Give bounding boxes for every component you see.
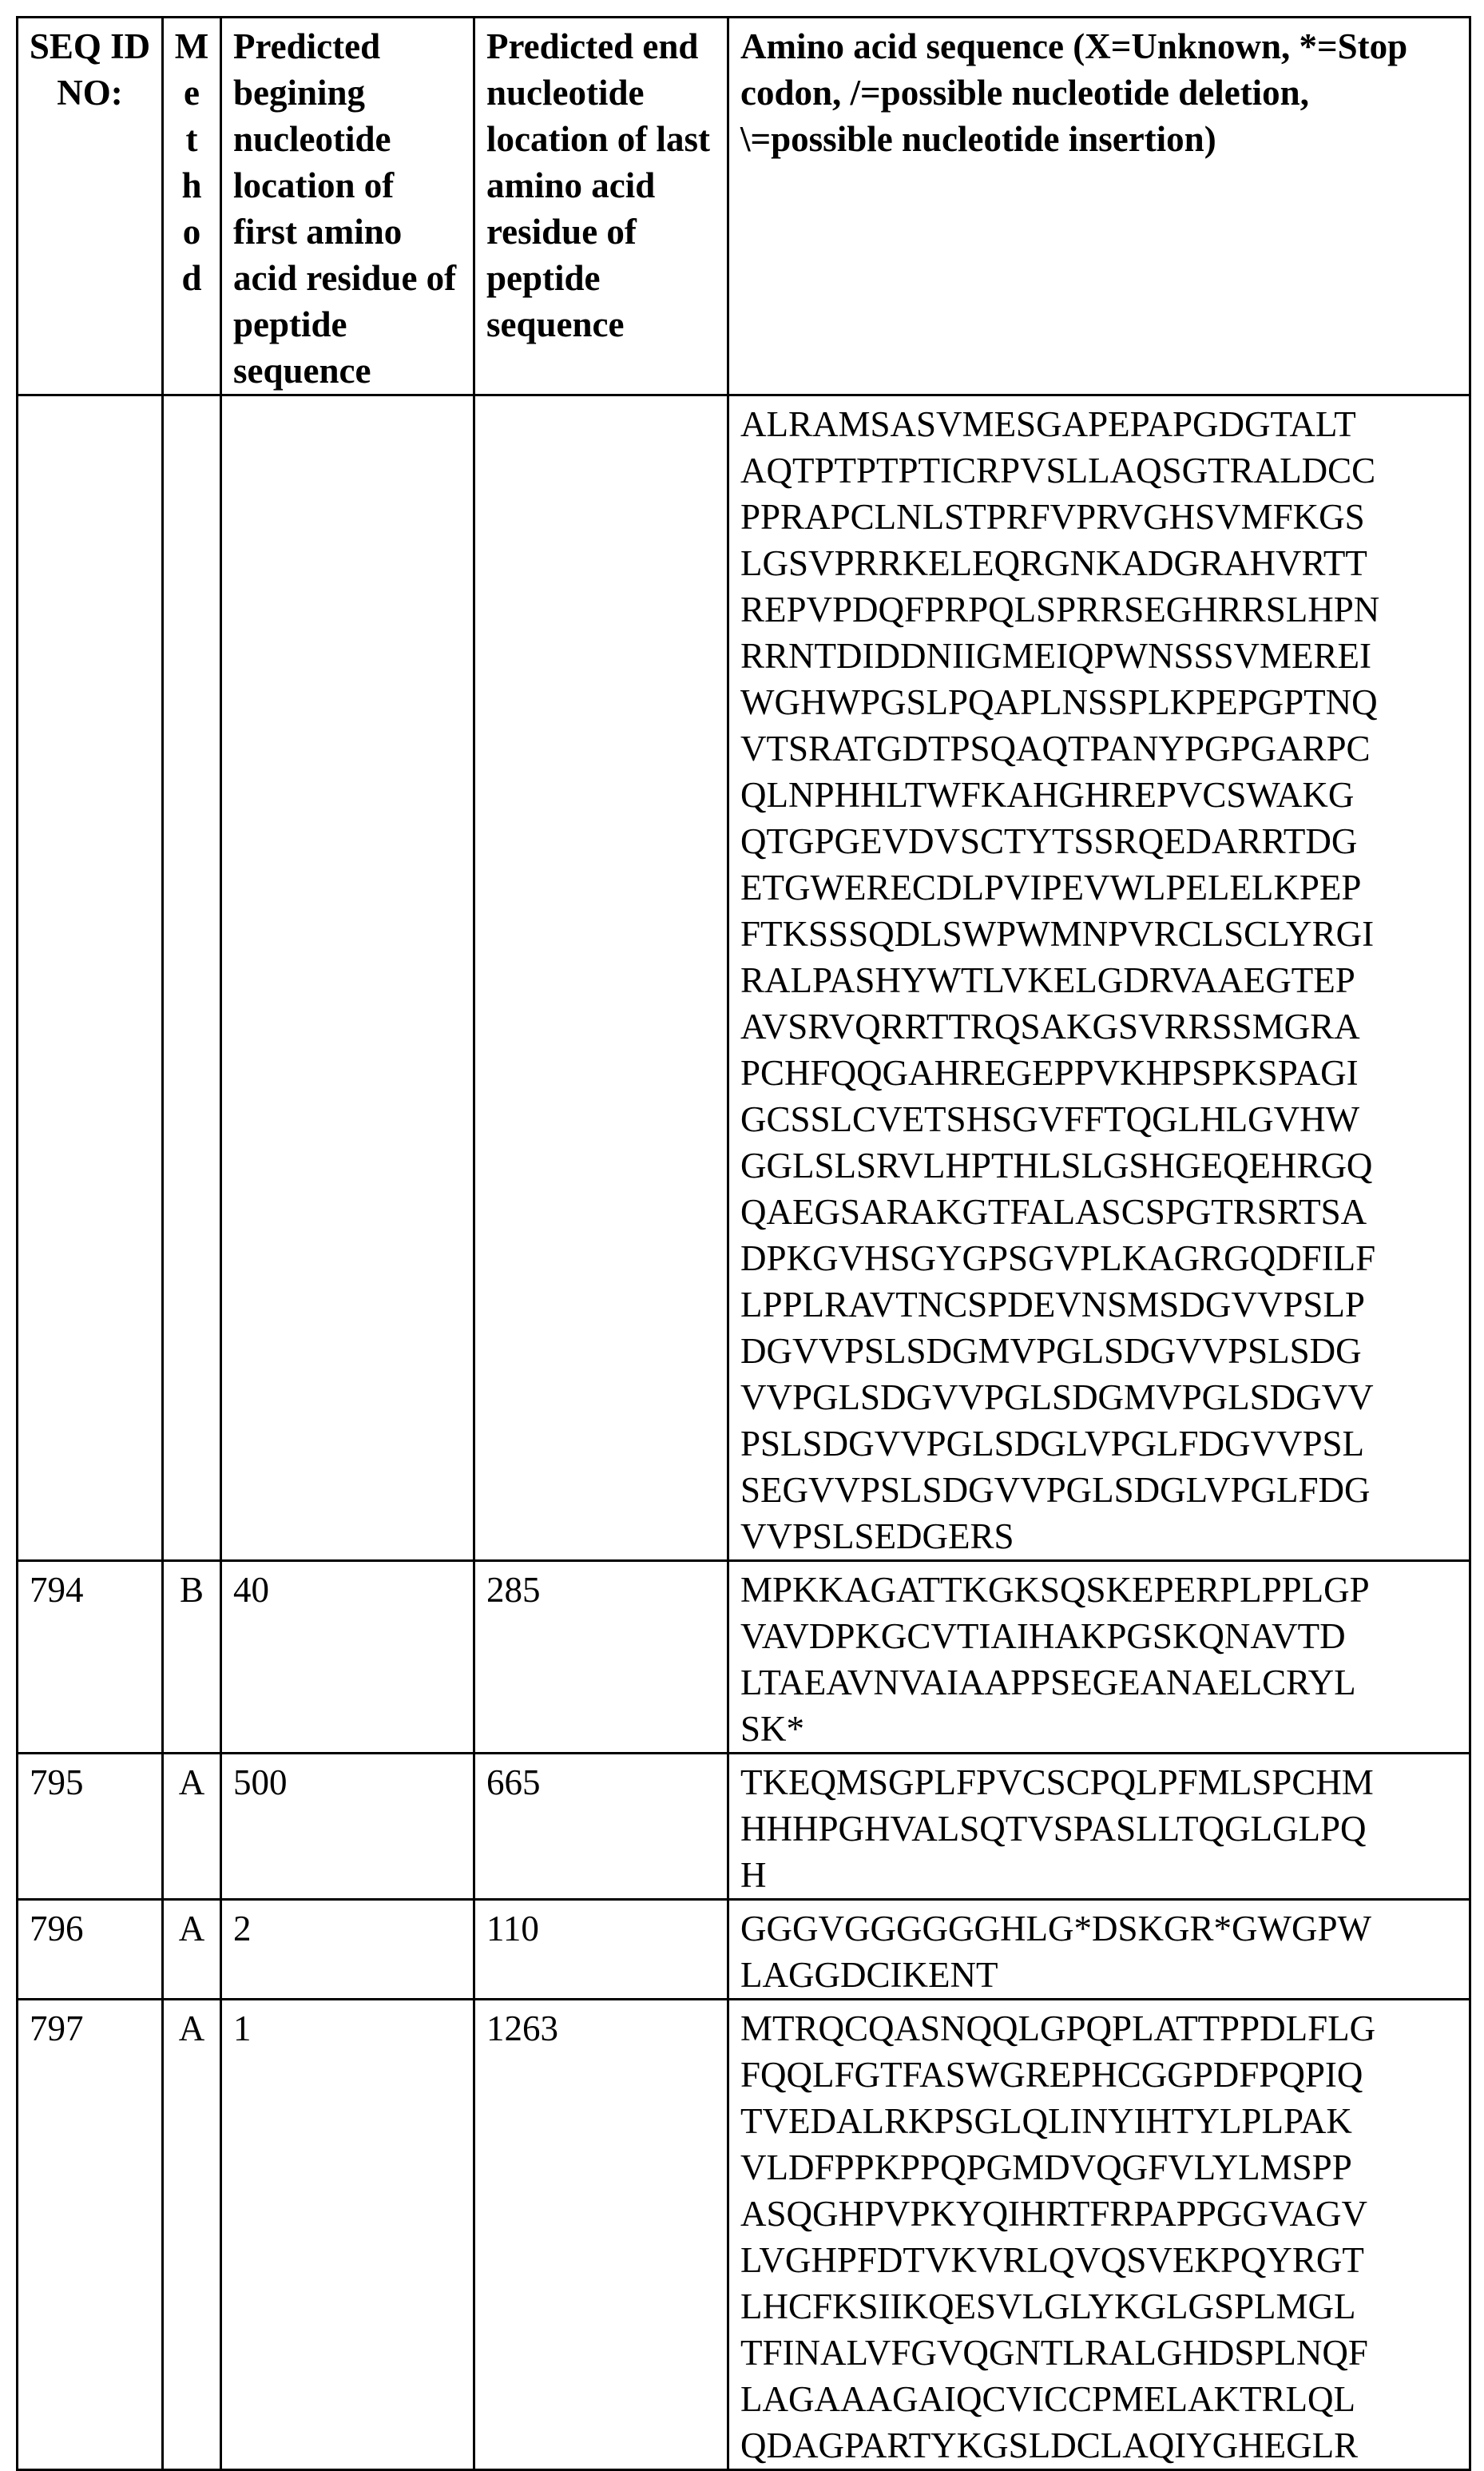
table-row	[18, 2000, 1470, 2470]
end-cell	[474, 395, 728, 1561]
sequence-cell: ALRAMSASVMESGAPEPAPGDGTALT AQTPTPTPTICRPVSLLAQSGTRALDCC PPRAPCLNLSTPRFVPRVGHSVMFKGS LGSVPRRKELEQRGNKADGRAHVRTT REPVPDQFPRPQLSPRRSEGHRRSLHPN RRNTDIDDNIIGMEIQPWNSSSVMEREI WGHWPGSLPQAPLNSSPLKPEPGPTNQ VTSRATGDTPSQAQTPANYPGPGARPC QLNPHHLTWFKAHGHREPVCSWAKG QTGPGEVDVSCTYTSSRQEDARRTDG ETGWERECDLPVIPEVWLPELELKPEP FTKSSSQDLSWPWMNPVRCLSCLYRGI RALPASHYWTLVKELGDRVAAEGTEP AVSRVQRRTTRQSAKGSVRRSSMGRA PCHFQQGAHREGEPPVKHPSPKSPAGI GCSSLCVETSHSGVFFTQGLHLGVHW GGLSLSRVLHPTHLSLGSHGEQEHRGQ QAEGSARAKGTFALASCSPGTRSRTSA DPKGVHSGYGPSGVPLKAGRGQDFILF LPPLRAVTNCSPDEVNSMSDGVVPSLP DGVVPSLSDGMVPGLSDGVVPSLSDG VVPGLSDGVVPGLSDGMVPGLSDGVV PSLSDGVVPGLSDGLVPGLFDGVVPSL SEGVVPSLSDGVVPGLSDGLVPGLFDG VVPSLSEDGERS	[728, 395, 1470, 1561]
sequence-cell: TKEQMSGPLFPVCSCPQLPFMLSPCHM HHHPGHVALSQTVSPASLLTQGLGLPQ H	[728, 1754, 1470, 1900]
begin-cell: 500	[221, 1754, 474, 1900]
method-cell: A	[163, 1754, 221, 1900]
begin-cell: 2	[221, 1900, 474, 2000]
header-method: M e t h o d	[163, 18, 221, 395]
header-sequence: Amino acid sequence (X=Unknown, *=Stop codon, /=possible nucleotide deletion, \=possible nucleotide insertion)	[728, 18, 1470, 395]
table-row	[18, 1900, 1470, 2000]
seq-id-cell: 794	[18, 1561, 163, 1754]
sequence-table	[16, 16, 1471, 2471]
begin-cell: 40	[221, 1561, 474, 1754]
begin-cell: 1	[221, 2000, 474, 2470]
end-cell: 285	[474, 1561, 728, 1754]
seq-id-cell: 797	[18, 2000, 163, 2470]
end-cell: 110	[474, 1900, 728, 2000]
end-cell: 665	[474, 1754, 728, 1900]
method-cell: B	[163, 1561, 221, 1754]
method-cell	[163, 395, 221, 1561]
seq-id-cell: 795	[18, 1754, 163, 1900]
table-row	[18, 1561, 1470, 1754]
header-end: Predicted end nucleotide location of last amino acid residue of peptide sequence	[474, 18, 728, 395]
sequence-cell: GGGVGGGGGGHLG*DSKGR*GWGPW LAGGDCIKENT	[728, 1900, 1470, 2000]
begin-cell	[221, 395, 474, 1561]
seq-id-cell: 796	[18, 1900, 163, 2000]
sequence-cell: MTRQCQASNQQLGPQPLATTPPDLFLG FQQLFGTFASWGREPHCGGPDFPQPIQ TVEDALRKPSGLQLINYIHTYLPLPAK VLDFPPKPPQPGMDVQGFVLYLMSPP ASQGHPVPKYQIHRTFRPAPPGGVAGV LVGHPFDTVKVRLQVQSVEKPQYRGT LHCFKSIIKQESVLGLYKGLGSPLMGL TFINALVFGVQGNTLRALGHDSPLNQF LAGAAAGAIQCVICCPMELAKTRLQL QDAGPARTYKGSLDCLAQIYGHEGLR	[728, 2000, 1470, 2470]
sequence-cell: MPKKAGATTKGKSQSKEPERPLPPLGP VAVDPKGCVTIAIHAKPGSKQNAVTD LTAEAVNVAIAAPPSEGEANAELCRYL SK*	[728, 1561, 1470, 1754]
table-row	[18, 395, 1470, 1561]
header-begin: Predicted begining nucleotide location of first amino acid residue of peptide sequence	[221, 18, 474, 395]
end-cell: 1263	[474, 2000, 728, 2470]
header-row	[18, 18, 1470, 395]
seq-id-cell	[18, 395, 163, 1561]
method-cell: A	[163, 2000, 221, 2470]
header-seq-id: SEQ ID NO:	[18, 18, 163, 395]
method-cell: A	[163, 1900, 221, 2000]
table-row	[18, 1754, 1470, 1900]
